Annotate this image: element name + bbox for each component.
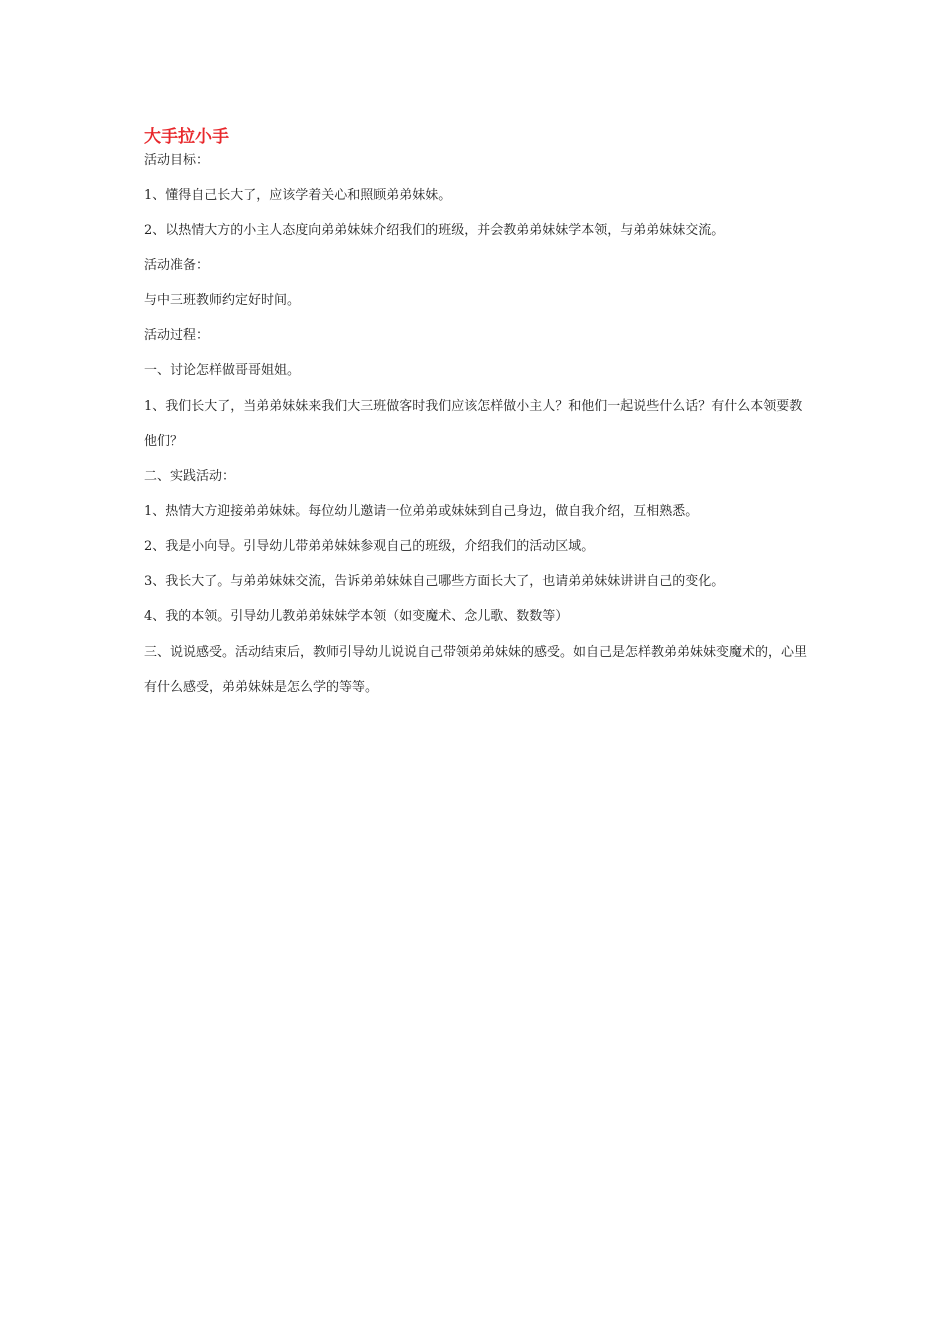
step-1-item-1: 1、我们长大了，当弟弟妹妹来我们大三班做客时我们应该怎样做小主人？和他们一起说些什么话？有什么本领要教他们？ bbox=[144, 399, 803, 449]
goals-heading: 活动目标： bbox=[144, 153, 210, 168]
process-heading: 活动过程： bbox=[144, 328, 210, 343]
document-title: 大手拉小手 bbox=[144, 127, 229, 147]
step-2-item-4: 4、我的本领。引导幼儿教弟弟妹妹学本领（如变魔术、念儿歌、数数等） bbox=[144, 609, 569, 624]
goal-item-2: 2、以热情大方的小主人态度向弟弟妹妹介绍我们的班级，并会教弟弟妹妹学本领，与弟弟妹妹交流。 bbox=[144, 223, 725, 238]
step-2-item-2: 2、我是小向导。引导幼儿带弟弟妹妹参观自己的班级，介绍我们的活动区域。 bbox=[144, 539, 595, 554]
prep-heading: 活动准备： bbox=[144, 258, 210, 273]
step-2-item-3: 3、我长大了。与弟弟妹妹交流，告诉弟弟妹妹自己哪些方面长大了，也请弟弟妹妹讲讲自己的变化。 bbox=[144, 574, 725, 589]
goal-item-1: 1、懂得自己长大了，应该学着关心和照顾弟弟妹妹。 bbox=[144, 188, 452, 203]
prep-item-1: 与中三班教师约定好时间。 bbox=[144, 293, 301, 308]
step-2-item-1: 1、热情大方迎接弟弟妹妹。每位幼儿邀请一位弟弟或妹妹到自己身边，做自我介绍，互相熟悉。 bbox=[144, 504, 699, 519]
step-3-paragraph: 三、说说感受。活动结束后，教师引导幼儿说说自己带领弟弟妹妹的感受。如自己是怎样教弟弟妹妹变魔术的，心里有什么感受，弟弟妹妹是怎么学的等等。 bbox=[144, 645, 808, 695]
step-2-heading: 二、实践活动： bbox=[144, 469, 236, 484]
step-1-heading: 一、讨论怎样做哥哥姐姐。 bbox=[144, 363, 301, 378]
document-page bbox=[144, 124, 814, 697]
